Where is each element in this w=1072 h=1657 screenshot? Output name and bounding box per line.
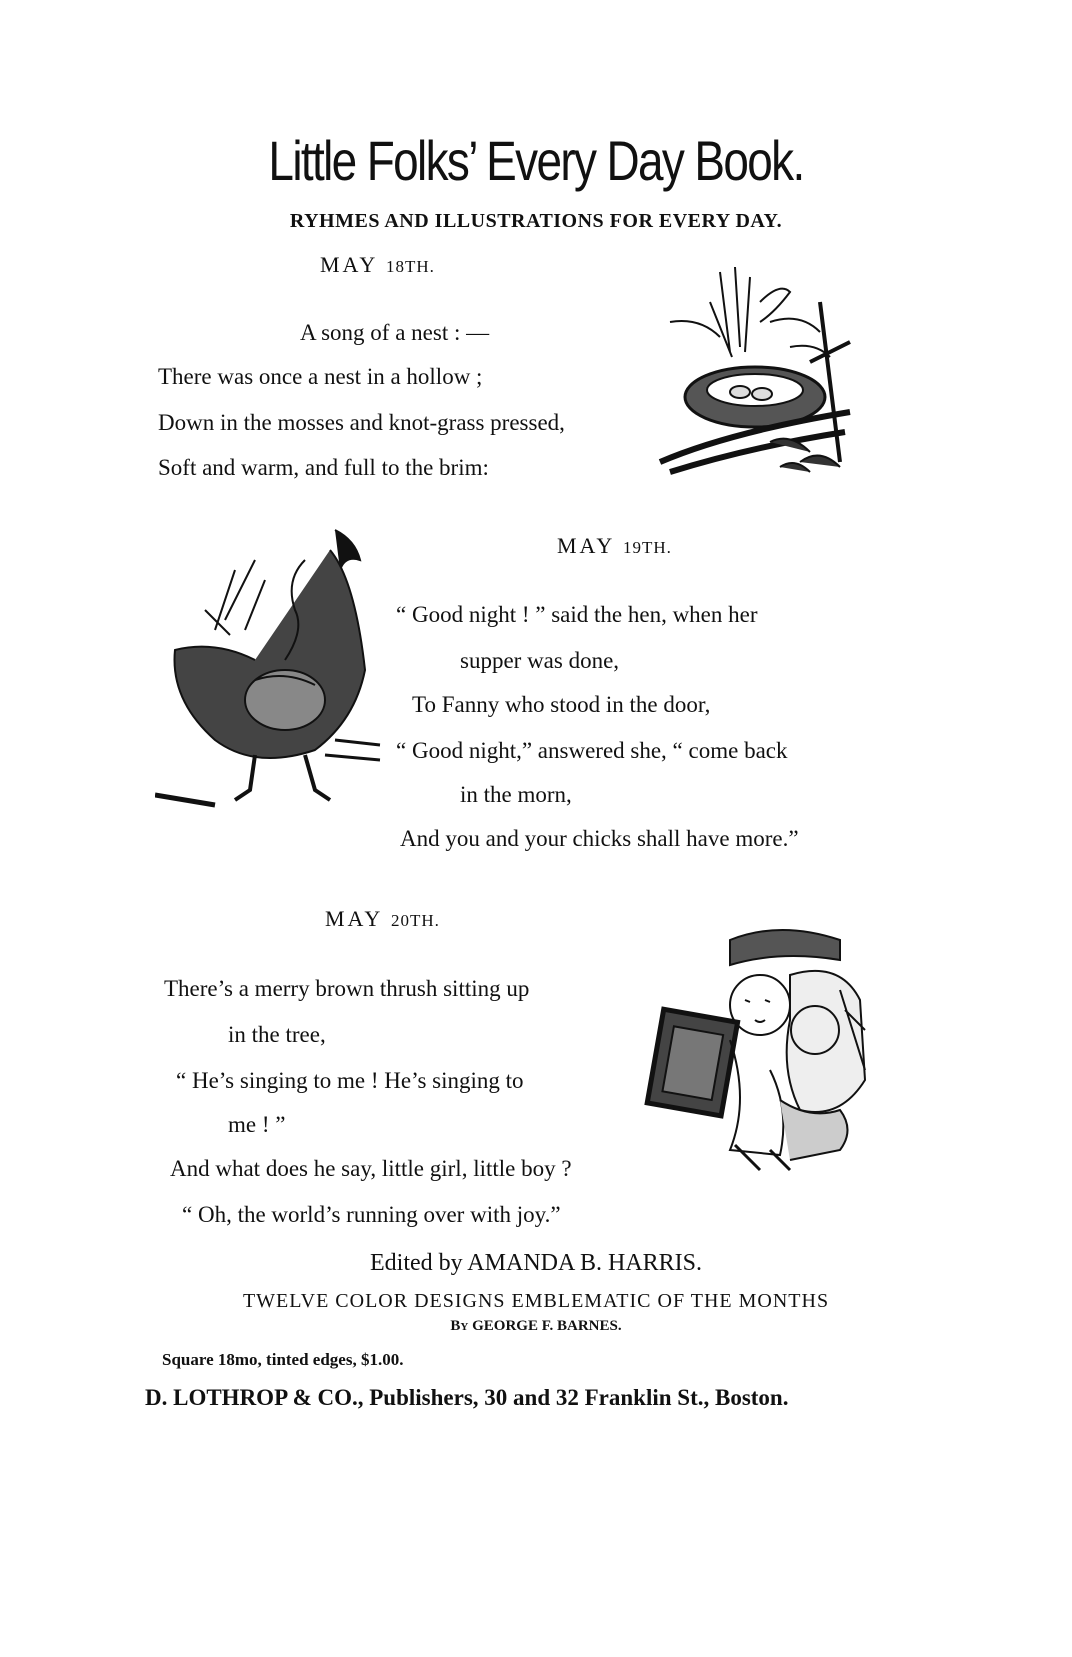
verse-line: There’s a merry brown thrush sitting up: [164, 976, 530, 1001]
verse-line: in the tree,: [228, 1022, 326, 1047]
verse-line: Soft and warm, and full to the brim:: [158, 455, 489, 480]
verse-line: A song of a nest : —: [300, 320, 490, 345]
verse-line: “ Good night,” answered she, “ come back: [396, 738, 788, 763]
date-ordinal: 19TH.: [623, 538, 672, 557]
date-may-18: [320, 252, 435, 278]
verse-line: And what does he say, little girl, little boy ?: [170, 1156, 572, 1181]
designer-credit: By GEORGE F. BARNES.: [450, 1318, 622, 1334]
page-subtitle: RYHMES AND ILLUSTRATIONS FOR EVERY DAY.: [289, 210, 783, 232]
date-month: MAY: [325, 906, 383, 931]
verse-line: And you and your chicks shall have more.”: [400, 826, 799, 851]
publisher-line: D. LOTHROP & CO., Publishers, 30 and 32 Franklin St., Boston.: [145, 1385, 789, 1410]
date-ordinal: 20TH.: [391, 911, 440, 930]
verse-line: in the morn,: [460, 782, 572, 807]
date-ordinal: 18TH.: [386, 257, 435, 276]
verse-line: supper was done,: [460, 648, 620, 673]
verse-line: “ He’s singing to me ! He’s singing to: [176, 1068, 524, 1093]
page-title: Little Folks’ Every Day Book.: [268, 129, 804, 192]
designs-line: TWELVE COLOR DESIGNS EMBLEMATIC OF THE MONTHS: [242, 1290, 830, 1312]
verse-line: Down in the mosses and knot-grass pressed,: [158, 410, 565, 435]
verse-line: “ Good night ! ” said the hen, when her: [396, 602, 758, 627]
bird-nest-illustration: [650, 262, 860, 492]
verse-line: “ Oh, the world’s running over with joy.”: [182, 1202, 561, 1227]
verse-line: There was once a nest in a hollow ;: [158, 364, 483, 389]
date-month: MAY: [320, 252, 378, 277]
verse-line: To Fanny who stood in the door,: [412, 692, 711, 717]
verse-line: me ! ”: [228, 1112, 286, 1137]
children-with-slate-illustration: [640, 920, 875, 1180]
date-may-19: [557, 533, 672, 559]
date-month: MAY: [557, 533, 615, 558]
date-may-20: [325, 906, 440, 932]
editor-credit: Edited by AMANDA B. HARRIS.: [369, 1250, 703, 1276]
format-price: Square 18mo, tinted edges, $1.00.: [162, 1350, 404, 1369]
hen-illustration: [155, 520, 385, 815]
